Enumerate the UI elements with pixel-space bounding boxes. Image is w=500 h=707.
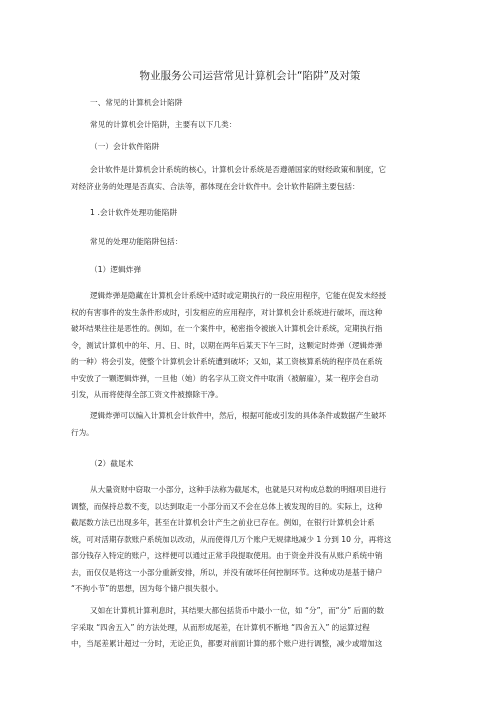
text-line: 权的有害事件的发生条件形成时，引发相应的应用程序，对计算机会计系统进行破坏，而这种 bbox=[71, 307, 383, 317]
paragraph-truncation-1 bbox=[71, 482, 431, 598]
text-line: 逻辑炸弹是隐藏在计算机会计系统中适时或定期执行的一段应用程序，它能在促发未经授 bbox=[90, 291, 387, 300]
text-line: 引发，从而将使得全部工资文件被擦除干净。 bbox=[71, 390, 223, 399]
text-line: 中，当尾差累计超过一分时，无论正负，都要对前面计算的那个账户进行调整，减少或增加这 bbox=[71, 639, 383, 648]
text-line: 行为。 bbox=[71, 427, 94, 437]
text-line: 的一种）将会引发，使整个计算机会计系统遭到破坏；又如，某工资核算系统的程序员在系统 bbox=[71, 357, 383, 366]
paragraph-logic-bomb-1 bbox=[71, 288, 431, 404]
text-line: 又如在计算机计算利息时，其结果大都包括货币中最小一位，如 “分”，而“分” 后面的数 bbox=[90, 606, 384, 615]
text-line: 逻辑炸弹可以编入计算机会计软件中，然后，根据可能或引发的具体条件或数据产生破坏 bbox=[90, 411, 387, 420]
text-line: 部分钱存入特定的账户，这样便可以通过正常手段提取使用。由于资金并没有从账户系统中销 bbox=[71, 551, 383, 560]
function-intro-text: 常见的处理功能陷阱包括： bbox=[90, 237, 183, 246]
heading-software-traps: （一）会计软件陷阱 bbox=[90, 142, 160, 151]
text-line: 令，测试计算机中的年、月、日、时，以期在两年后某天下午三时，这颗定时炸弹（逻辑炸弹 bbox=[71, 340, 383, 350]
heading-function-traps: 1 .会计软件处理功能陷阱 bbox=[90, 208, 178, 217]
text-line: 中安放了一颗逻辑炸弹，一旦他（她）的名字从工资文件中取消（被解雇），某一程序会自动 bbox=[71, 373, 379, 383]
intro-text: 常见的计算机会计陷阱，主要有以下几类： bbox=[90, 120, 237, 129]
text-line: 会计软件是计算机会计系统的核心，计算机会计系统是否遵循国家的财经政策和制度，它 bbox=[90, 165, 387, 174]
document-title: 物业服务公司运营常见计算机会计“陷阱”及对策 bbox=[139, 70, 361, 82]
text-line: 从大量资财中窃取一小部分，这种手法称为截尾术，也就是只对构成总数的明细项目进行 bbox=[90, 485, 387, 494]
heading-logic-bomb: （1）逻辑炸弹 bbox=[90, 265, 142, 274]
paragraph-software bbox=[71, 162, 431, 195]
text-line: 破坏结果往往是恶性的。例如，在一个案件中，秘密指令被嵌入计算机会计系统，定期执行指 bbox=[71, 324, 383, 333]
heading-truncation: （2）截尾术 bbox=[90, 459, 134, 468]
text-line: 截尾数方法已出现多年，甚至在计算机会计产生之前业已存在。例如，在银行计算机会计系 bbox=[71, 518, 375, 527]
text-line: 对经济业务的处理是否真实、合法等，都体现在会计软件中。会计软件陷阱主要包括： bbox=[71, 181, 360, 191]
heading-section-1: 一、常见的计算机会计陷阱 bbox=[90, 98, 183, 107]
text-line: 字采取 “四舍五入” 的方法处理，从而形成尾差，在计算机不断地 “四舍五入” 的运算过程 bbox=[71, 622, 370, 632]
text-line: 调整，而保持总数不变，以达到取走一小部分而又不会在总体上被发现的目的。实际上，这种 bbox=[71, 501, 383, 511]
paragraph-truncation-2 bbox=[71, 603, 431, 653]
text-line: 统，可对活期存款账户系统加以改动，从而使得几万个账户无规律地减少 1 分到 10 分，再将这 bbox=[71, 534, 392, 544]
text-line: “不拘小节”的思想，因为每个储户损失很小。 bbox=[71, 584, 224, 593]
paragraph-logic-bomb-2 bbox=[71, 408, 431, 441]
text-line: 去，而仅仅是将这一小部分重新安排，所以，并没有破坏任何控制环节。这种成功是基于储户 bbox=[71, 567, 383, 577]
